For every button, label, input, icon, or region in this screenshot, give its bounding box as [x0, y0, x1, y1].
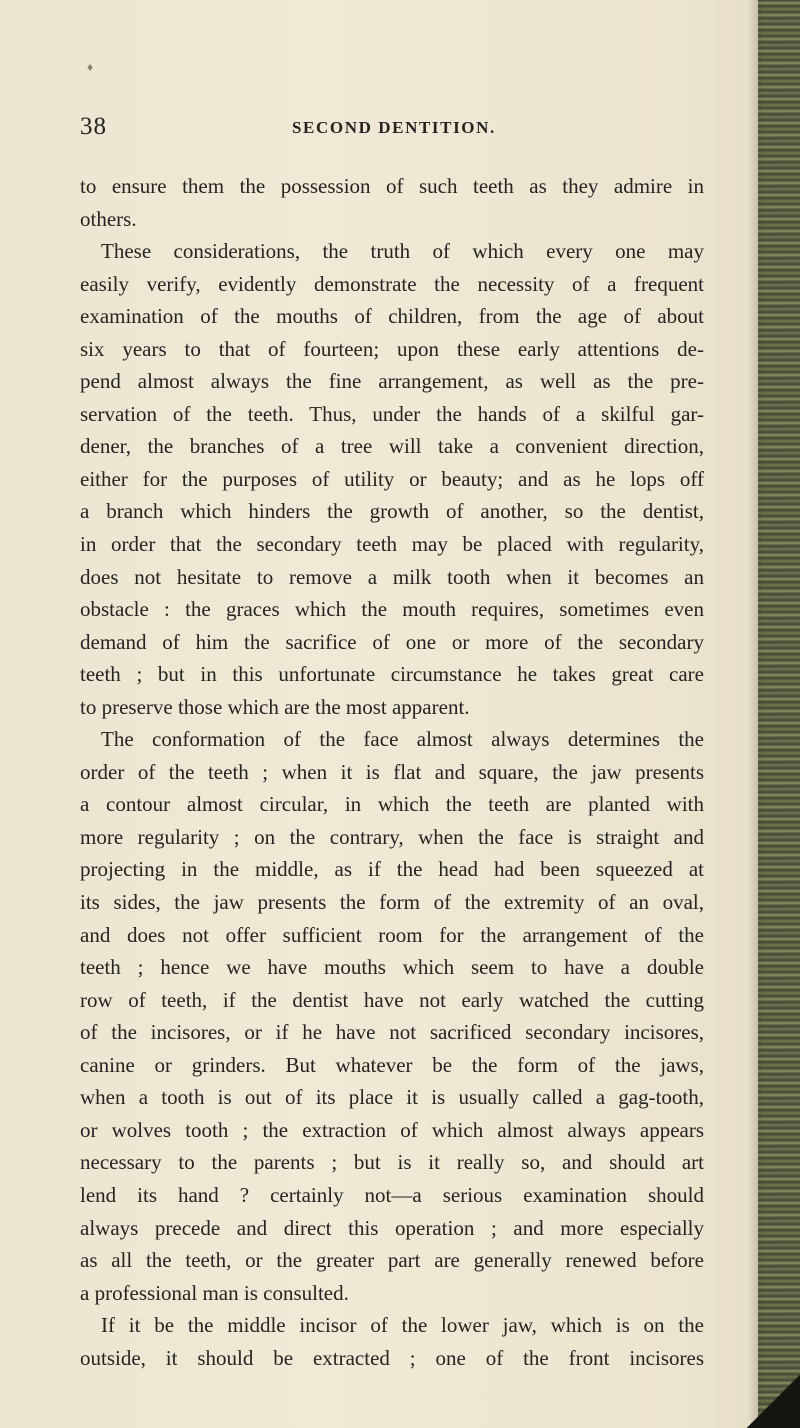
text-line: easily verify, evidently demonstrate the necessity of a frequent	[80, 271, 704, 296]
text-line: The conformation of the face almost always determines the	[101, 727, 704, 752]
text-line: teeth ; but in this unfortunate circumstance he takes great care	[80, 662, 704, 687]
text-line: in order that the secondary teeth may be placed with regularity,	[80, 532, 704, 557]
text-line: order of the teeth ; when it is flat and square, the jaw presents	[80, 759, 704, 784]
text-line: demand of him the sacrifice of one or more of the secondary	[80, 629, 704, 654]
text-line: six years to that of fourteen; upon these early attentions de-	[80, 336, 704, 361]
text-line: to ensure them the possession of such teeth as they admire in	[80, 174, 704, 198]
page-mark: ♦	[87, 60, 94, 74]
text-line: These considerations, the truth of which every one may	[101, 239, 704, 264]
text-line: a branch which hinders the growth of another, so the dentist,	[80, 499, 704, 524]
text-line: does not hesitate to remove a milk tooth when it becomes an	[80, 564, 704, 589]
text-line: projecting in the middle, as if the head had been squeezed at	[80, 857, 704, 882]
text-line: more regularity ; on the contrary, when the face is straight and	[80, 824, 704, 849]
text-line: lend its hand ? certainly not—a serious examination should	[80, 1182, 704, 1207]
text-line: outside, it should be extracted ; one of the front incisores	[80, 1345, 704, 1370]
text-line: always precede and direct this operation ; and more especially	[80, 1215, 704, 1240]
text-line: or wolves tooth ; the extraction of which almost always appears	[80, 1117, 704, 1142]
text-line: obstacle : the graces which the mouth requires, sometimes even	[80, 597, 704, 622]
text-line: If it be the middle incisor of the lower jaw, which is on the	[101, 1313, 704, 1338]
text-line: teeth ; hence we have mouths which seem to have a double	[80, 955, 704, 980]
text-line: when a tooth is out of its place it is usually called a gag-tooth,	[80, 1085, 704, 1110]
text-line: its sides, the jaw presents the form of the extremity of an oval,	[80, 890, 704, 915]
text-line: as all the teeth, or the greater part are generally renewed before	[80, 1248, 704, 1273]
text-line: others.	[80, 206, 137, 231]
text-line: a contour almost circular, in which the teeth are planted with	[80, 792, 704, 817]
page-number: 38	[80, 113, 107, 140]
text-line: examination of the mouths of children, from the age of about	[80, 304, 704, 329]
text-line: of the incisores, or if he have not sacrificed secondary incisores,	[80, 1020, 704, 1045]
text-line: and does not offer sufficient room for the arrangement of the	[80, 922, 704, 947]
text-line: dener, the branches of a tree will take a convenient direction,	[80, 434, 704, 459]
text-line: row of teeth, if the dentist have not early watched the cutting	[80, 987, 704, 1012]
text-line: necessary to the parents ; but is it really so, and should art	[80, 1150, 704, 1175]
text-line: pend almost always the fine arrangement, as well as the pre-	[80, 369, 704, 394]
page-edge-binding	[758, 0, 800, 1428]
text-line: servation of the teeth. Thus, under the hands of a skilful gar-	[80, 401, 704, 426]
text-line: either for the purposes of utility or beauty; and as he lops off	[80, 466, 704, 491]
page-corner-shadow	[740, 1368, 800, 1428]
text-line: to preserve those which are the most apparent.	[80, 694, 470, 719]
page-body-text	[80, 170, 704, 1374]
running-head: SECOND DENTITION.	[292, 118, 496, 137]
page-header	[80, 113, 700, 149]
text-line: a professional man is consulted.	[80, 1280, 349, 1305]
text-line: canine or grinders. But whatever be the form of the jaws,	[80, 1052, 704, 1077]
